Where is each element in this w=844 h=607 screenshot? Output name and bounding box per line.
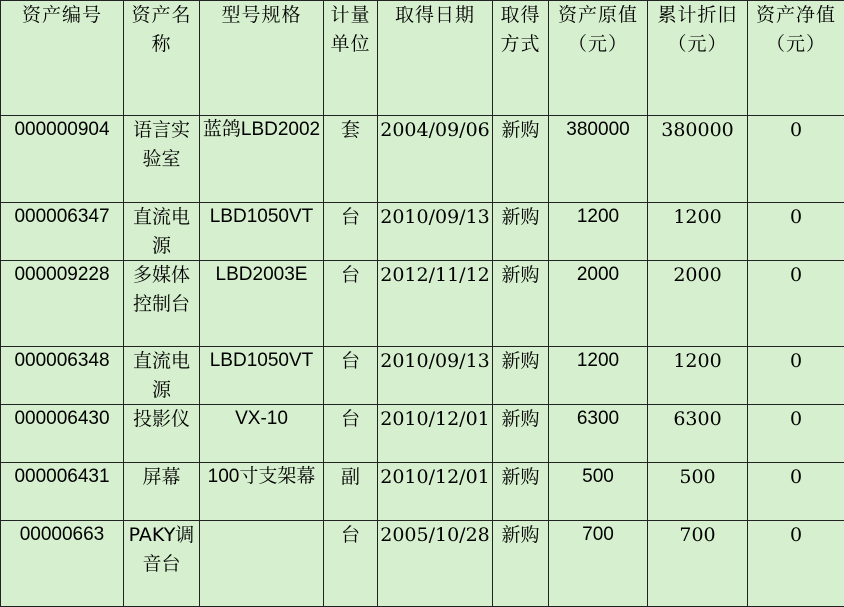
header-acquire-method: 取得方式	[493, 1, 549, 116]
asset-name-cell: 屏幕	[124, 463, 200, 521]
header-depreciation: 累计折旧（元）	[648, 1, 748, 116]
date-cell: 2010/12/01	[378, 463, 493, 521]
date-cell: 2010/09/13	[378, 203, 493, 261]
date-cell: 2010/12/01	[378, 405, 493, 463]
model-cell: VX-10	[200, 405, 324, 463]
model-cell: LBD2003E	[200, 261, 324, 347]
unit-cell: 台	[324, 521, 378, 607]
depreciation-cell: 380000	[648, 116, 748, 203]
depreciation-cell: 500	[648, 463, 748, 521]
asset-code-cell: 000000904	[1, 116, 124, 203]
header-acquire-date: 取得日期	[378, 1, 493, 116]
asset-code-cell: 00000663	[1, 521, 124, 607]
net-value-cell: 0	[748, 521, 844, 607]
table-row	[1, 203, 844, 261]
date-cell: 2004/09/06	[378, 116, 493, 203]
unit-cell: 台	[324, 203, 378, 261]
model-cell: LBD1050VT	[200, 347, 324, 405]
unit-cell: 台	[324, 405, 378, 463]
method-cell: 新购	[493, 203, 549, 261]
asset-name-cell: 多媒体控制台	[124, 261, 200, 347]
date-cell: 2012/11/12	[378, 261, 493, 347]
asset-code-cell: 000009228	[1, 261, 124, 347]
asset-name-cell: PAKY调音台	[124, 521, 200, 607]
unit-cell: 台	[324, 261, 378, 347]
original-value-cell: 1200	[549, 203, 648, 261]
method-cell: 新购	[493, 405, 549, 463]
original-value-cell: 500	[549, 463, 648, 521]
depreciation-cell: 1200	[648, 203, 748, 261]
original-value-cell: 380000	[549, 116, 648, 203]
method-cell: 新购	[493, 463, 549, 521]
net-value-cell: 0	[748, 203, 844, 261]
unit-cell: 副	[324, 463, 378, 521]
model-cell	[200, 521, 324, 607]
table-row	[1, 347, 844, 405]
original-value-cell: 2000	[549, 261, 648, 347]
method-cell: 新购	[493, 261, 549, 347]
method-cell: 新购	[493, 116, 549, 203]
header-model-spec: 型号规格	[200, 1, 324, 116]
depreciation-cell: 2000	[648, 261, 748, 347]
header-original-value: 资产原值（元）	[549, 1, 648, 116]
asset-code-cell: 000006430	[1, 405, 124, 463]
depreciation-cell: 1200	[648, 347, 748, 405]
method-cell: 新购	[493, 521, 549, 607]
net-value-cell: 0	[748, 463, 844, 521]
model-cell: 蓝鸽LBD2002	[200, 116, 324, 203]
asset-name-cell: 直流电源	[124, 203, 200, 261]
asset-code-cell: 000006348	[1, 347, 124, 405]
table-row	[1, 261, 844, 347]
original-value-cell: 1200	[549, 347, 648, 405]
table-row	[1, 116, 844, 203]
model-cell: LBD1050VT	[200, 203, 324, 261]
table-row	[1, 521, 844, 607]
model-cell: 100寸支架幕	[200, 463, 324, 521]
net-value-cell: 0	[748, 405, 844, 463]
depreciation-cell: 700	[648, 521, 748, 607]
asset-code-cell: 000006347	[1, 203, 124, 261]
date-cell: 2005/10/28	[378, 521, 493, 607]
unit-cell: 套	[324, 116, 378, 203]
net-value-cell: 0	[748, 347, 844, 405]
asset-name-cell: 语言实验室	[124, 116, 200, 203]
method-cell: 新购	[493, 347, 549, 405]
header-net-value: 资产净值（元）	[748, 1, 844, 116]
depreciation-cell: 6300	[648, 405, 748, 463]
asset-name-cell: 直流电源	[124, 347, 200, 405]
table-row	[1, 463, 844, 521]
net-value-cell: 0	[748, 116, 844, 203]
net-value-cell: 0	[748, 261, 844, 347]
original-value-cell: 700	[549, 521, 648, 607]
header-unit: 计量单位	[324, 1, 378, 116]
unit-cell: 台	[324, 347, 378, 405]
original-value-cell: 6300	[549, 405, 648, 463]
table-row	[1, 405, 844, 463]
asset-code-cell: 000006431	[1, 463, 124, 521]
table-header-row	[1, 1, 844, 116]
asset-name-cell: 投影仪	[124, 405, 200, 463]
header-asset-code: 资产编号	[1, 1, 124, 116]
date-cell: 2010/09/13	[378, 347, 493, 405]
header-asset-name: 资产名称	[124, 1, 200, 116]
